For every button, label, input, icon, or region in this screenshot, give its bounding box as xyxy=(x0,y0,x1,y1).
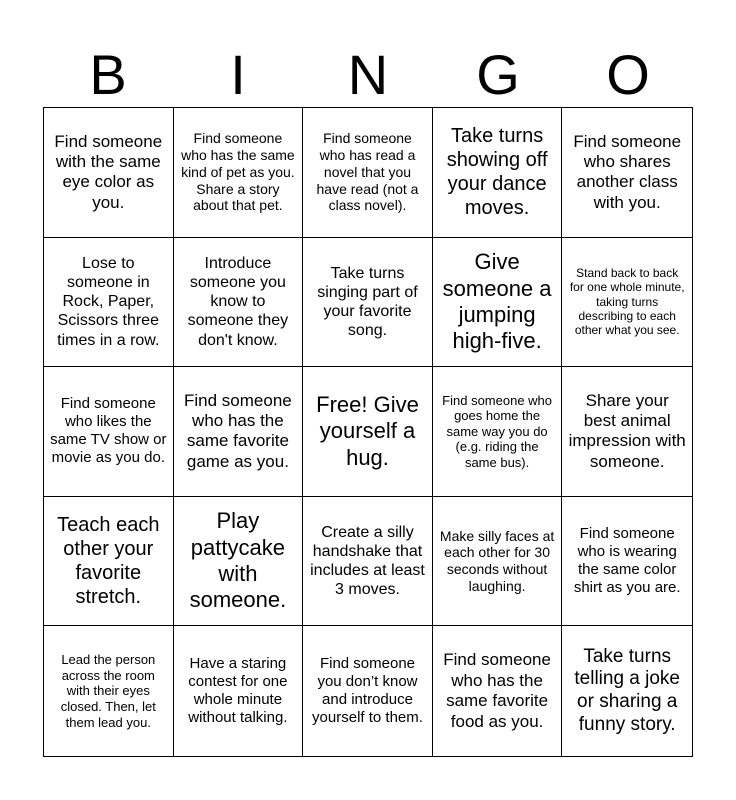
bingo-cell-text: Find someone who likes the same TV show or movie as you do. xyxy=(50,395,167,467)
bingo-cell[interactable] xyxy=(562,108,692,238)
bingo-cell-text: Find someone who has read a novel that you have read (not a class novel). xyxy=(316,130,419,214)
bingo-cell[interactable] xyxy=(433,626,563,756)
bingo-cell-text: Find someone with the same eye color as you. xyxy=(54,131,163,212)
bingo-cell[interactable] xyxy=(303,367,433,497)
bingo-cell-text: Take turns telling a joke or sharing a funny story. xyxy=(574,645,680,735)
bingo-cell[interactable] xyxy=(44,238,174,368)
bingo-cell[interactable] xyxy=(562,626,692,756)
bingo-cell-text: Have a staring contest for one whole minute without talking. xyxy=(188,655,288,727)
bingo-title xyxy=(43,44,693,106)
bingo-cell[interactable] xyxy=(174,108,304,238)
bingo-cell[interactable] xyxy=(44,367,174,497)
bingo-cell-text: Find someone who shares another class with you. xyxy=(573,131,682,212)
bingo-cell-text: Find someone who goes home the same way you do (e.g. riding the same bus). xyxy=(442,392,553,470)
bingo-cell-text: Stand back to back for one whole minute, taking turns describing to each other what you see. xyxy=(569,265,685,338)
bingo-cell[interactable] xyxy=(433,497,563,627)
bingo-cell-text: Play pattycake with someone. xyxy=(189,508,287,613)
bingo-cell[interactable] xyxy=(303,108,433,238)
title-letter-i: I xyxy=(230,43,246,106)
bingo-cell-text: Make silly faces at each other for 30 seconds without laughing. xyxy=(439,527,555,594)
bingo-cell[interactable] xyxy=(433,367,563,497)
bingo-cell-text: Lose to someone in Rock, Paper, Scissors three times in a row. xyxy=(57,254,160,349)
bingo-cell[interactable] xyxy=(433,108,563,238)
bingo-cell[interactable] xyxy=(174,497,304,627)
bingo-cell[interactable] xyxy=(174,626,304,756)
bingo-cell-text: Introduce someone you know to someone they don't know. xyxy=(187,254,289,349)
bingo-cell-text: Find someone who has the same favorite game as you. xyxy=(184,390,292,471)
bingo-cell-text: Find someone who has the same favorite food as you. xyxy=(443,650,551,731)
bingo-cell[interactable] xyxy=(174,367,304,497)
bingo-cell-text: Take turns singing part of your favorite song. xyxy=(317,264,418,340)
bingo-cell[interactable] xyxy=(562,497,692,627)
bingo-cell[interactable] xyxy=(303,497,433,627)
bingo-cell[interactable] xyxy=(562,367,692,497)
bingo-cell-text: Lead the person across the room with their eyes closed. Then, let them lead you. xyxy=(60,652,156,730)
bingo-cell[interactable] xyxy=(44,497,174,627)
bingo-cell-text: Create a silly handshake that includes at least 3 moves. xyxy=(310,523,425,599)
title-letter-g: G xyxy=(476,43,520,106)
bingo-cell[interactable] xyxy=(562,238,692,368)
bingo-board xyxy=(43,107,693,757)
bingo-cell-text: Give someone a jumping high-five. xyxy=(442,249,552,354)
bingo-cell[interactable] xyxy=(44,108,174,238)
title-letter-b: B xyxy=(89,43,127,106)
bingo-cell-text: Find someone who has the same kind of pet as you. Share a story about that pet. xyxy=(181,130,295,214)
bingo-cell-text: Take turns showing off your dance moves. xyxy=(446,125,548,220)
bingo-cell[interactable] xyxy=(303,238,433,368)
bingo-cell[interactable] xyxy=(303,626,433,756)
bingo-cell[interactable] xyxy=(174,238,304,368)
title-letter-n: N xyxy=(347,43,389,106)
bingo-cell-text: Teach each other your favorite stretch. xyxy=(57,514,160,609)
bingo-cell-text: Share your best animal impression with someone. xyxy=(568,390,686,471)
bingo-cell[interactable] xyxy=(433,238,563,368)
bingo-cell-text: Free! Give yourself a hug. xyxy=(316,391,419,470)
bingo-cell-text: Find someone you don’t know and introduce yourself to them. xyxy=(312,655,423,727)
bingo-cell[interactable] xyxy=(44,626,174,756)
title-letter-o: O xyxy=(606,43,650,106)
bingo-cell-text: Find someone who is wearing the same color shirt as you are. xyxy=(573,525,681,597)
